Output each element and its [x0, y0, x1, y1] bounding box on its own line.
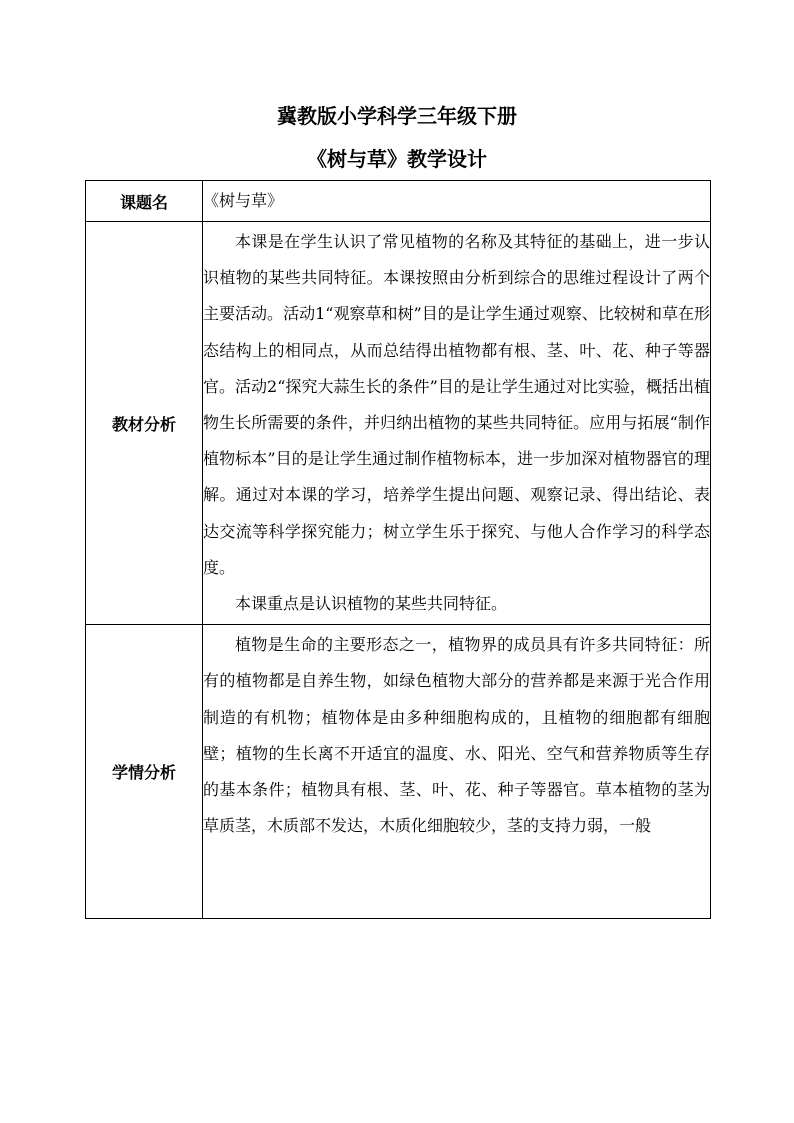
- table-row-textbook-analysis: [86, 222, 711, 625]
- textbook-analysis-paragraph-2: 本课重点是认识植物的某些共同特征。: [235, 594, 508, 614]
- textbook-analysis-label: 教材分析: [86, 222, 203, 625]
- lesson-design-table: [85, 180, 711, 919]
- student-analysis-paragraph-1: 植物是生命的主要形态之一，植物界的成员具有许多共同特征：所有的植物都是自养生物，如绿色植物大部分的营养都是来源于光合作用制造的有机物；植物体是由多种细胞构成的，且植物的细胞都有细胞壁；植物的生长离不开适宜的温度、水、阳光、空气和营养物质等生存的基本条件；植物具有根、茎、叶、花、种子等器官。草本植物的茎为草质茎，木质部不发达，木质化细胞较少，茎的支持力弱，一般: [203, 635, 710, 836]
- document-title: 冀教版小学科学三年级下册: [277, 104, 517, 128]
- textbook-analysis-content: [203, 222, 711, 625]
- table-row-topic: [86, 181, 711, 222]
- textbook-analysis-paragraph-1: 本课是在学生认识了常见植物的名称及其特征的基础上，进一步认识植物的某些共同特征。本课按照由分析到综合的思维过程设计了两个主要活动。活动1“观察草和树”目的是让学生通过观察、比较树和草在形态结构上的相同点，从而总结得出植物都有根、茎、叶、花、种子等器官。活动2“探究大蒜生长的条件”目的是让学生通过对比实验，概括出植物生长所需要的条件，并归纳出植物的某些共同特征。应用与拓展“制作植物标本”目的是让学生通过制作植物标本，进一步加深对植物器官的理解。通过对本课的学习，培养学生提出问题、观察记录、得出结论、表达交流等科学探究能力；树立学生乐于探究、与他人合作学习的科学态度。: [203, 232, 710, 577]
- student-analysis-clip: [203, 627, 710, 918]
- topic-value: 《树与草》: [203, 181, 711, 222]
- student-analysis-label: 学情分析: [86, 625, 203, 919]
- document-subtitle: 《树与草》教学设计: [307, 147, 487, 171]
- student-analysis-content: [203, 625, 711, 919]
- table-row-student-analysis: [86, 625, 711, 919]
- topic-label: 课题名: [86, 181, 203, 222]
